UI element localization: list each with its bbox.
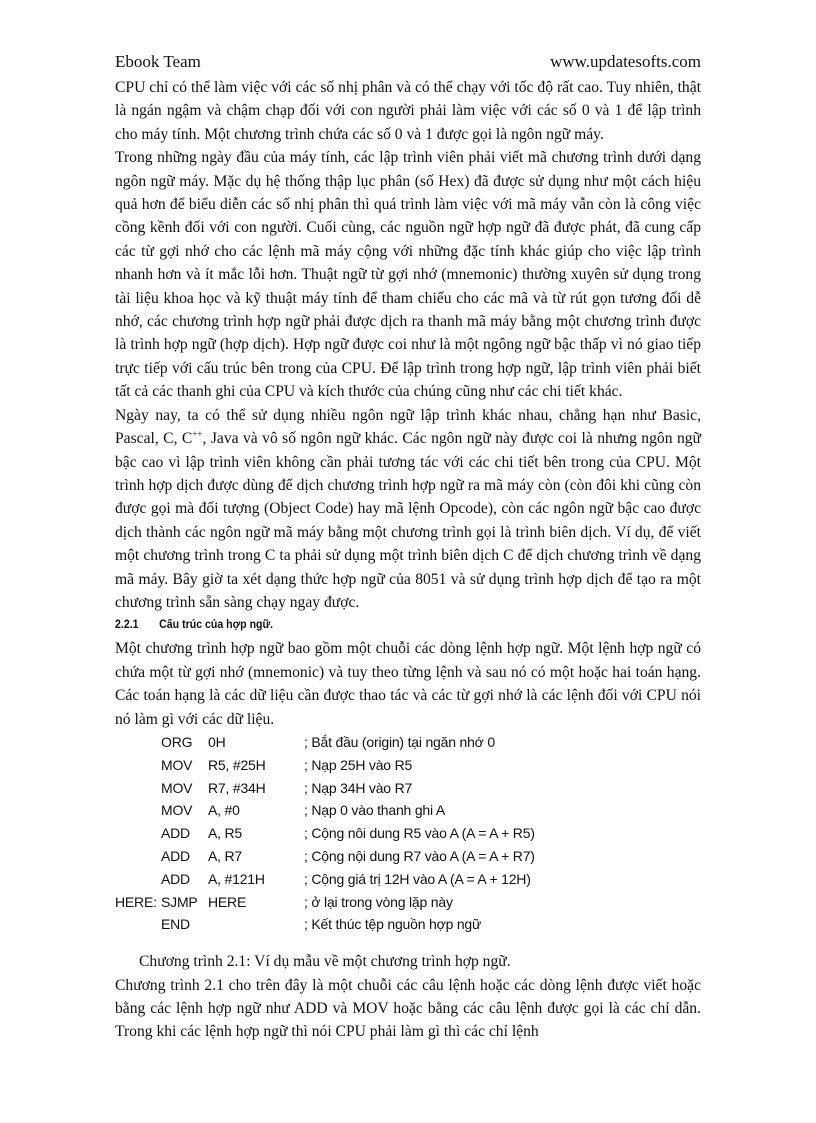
- code-operand: R7, #34H: [208, 779, 266, 796]
- code-comment: ; Cộng giá trị 12H vào A (A = A + 12H): [304, 870, 531, 887]
- code-opcode: ORG: [161, 733, 193, 750]
- code-comment: ; Kết thúc tệp nguồn hợp ngữ: [304, 916, 482, 933]
- code-comment: ; Cộng nội dung R7 vào A (A = A + R7): [304, 847, 535, 864]
- code-label: HERE:: [115, 893, 157, 910]
- paragraph-3-text-a: Ngày nay, ta có thể sử dụng nhiều ngôn ngữ lập trình khác nhau, chẳng hạn như Basic, Pascal, C, C: [115, 406, 701, 448]
- code-label: [115, 845, 161, 868]
- header-right: www.updatesofts.com: [550, 52, 701, 71]
- code-opcode: ADD: [161, 870, 190, 887]
- code-label: [115, 868, 161, 891]
- code-comment: ; Nạp 34H vào R7: [304, 779, 413, 796]
- section-number: 2.2.1: [115, 619, 139, 632]
- code-operand: A, R7: [208, 847, 243, 864]
- code-listing: [115, 731, 701, 936]
- page-header: [115, 52, 701, 76]
- code-line: [115, 822, 701, 845]
- section-title: Cấu trúc của hợp ngữ.: [159, 619, 274, 632]
- code-opcode: ADD: [161, 825, 190, 842]
- code-opcode: SJMP: [161, 893, 198, 910]
- code-opcode: MOV: [161, 779, 193, 796]
- code-opcode: ADD: [161, 847, 190, 864]
- code-comment: ; Cộng nôi dung R5 vào A (A = A + R5): [304, 825, 535, 842]
- code-comment: ; Bắt đầu (origin) tại ngăn nhớ 0: [304, 733, 495, 750]
- code-operand: A, R5: [208, 825, 243, 842]
- code-label: [115, 777, 161, 800]
- code-label: [115, 799, 161, 822]
- code-opcode: END: [161, 916, 190, 933]
- code-operand: [208, 913, 304, 936]
- paragraph-2: Trong những ngày đầu của máy tính, các lập trình viên phải viết mã chương trình dưới dạng ngôn ngữ máy. Mặc dụ hệ thống thập lục phân (số Hex) đã được sử dụng như một cách hiệu quả hơn để biểu diễn các số nhị phân thì quá trình làm việc với mã máy vẫn còn là công việc cồng kềnh đối với con người. Cuối cùng, các nguồn ngữ hợp ngữ đã được phát, đã cung cấp các từ gợi nhớ cho các lệnh mã máy cộng với những đặc tính khác giúp cho việc lập trình nhanh hơn và ít mắc lỗi hơn. Thuật ngữ từ gợi nhớ (mnemonic) thường xuyên sử dụng trong tài liệu khoa học và kỹ thuật máy tính để tham chiếu cho các mã và từ rút gọn tương đối dễ nhớ, các chương trình hợp ngữ phải được dịch ra thanh mã máy bằng một chương trình được là trình hợp ngữ (hợp dịch). Hợp ngữ được coi như là một ngông ngữ bậc thấp vì nó giao tiếp trực tiếp với cấu trúc bên trong của CPU. Để lập trình trong hợp ngữ, lập trình viên phải biết tất cả các thanh ghi của CPU và kích thước của chúng cũng như các chi tiết khác.: [115, 149, 701, 401]
- code-line: [115, 799, 701, 822]
- section-heading: [115, 614, 654, 637]
- code-line: [115, 777, 701, 800]
- code-label: [115, 731, 161, 754]
- header-left: Ebook Team: [115, 52, 201, 71]
- code-line: [115, 891, 701, 914]
- code-operand: R5, #25H: [208, 756, 266, 773]
- code-line: [115, 754, 701, 777]
- paragraph-3: [115, 404, 701, 615]
- code-opcode: MOV: [161, 802, 193, 819]
- code-comment: ; Nạp 25H vào R5: [304, 756, 413, 773]
- listing-caption: Chương trình 2.1: Ví dụ mẫu về một chương trình hợp ngữ.: [139, 953, 511, 971]
- code-line: [115, 913, 701, 936]
- code-comment: ; Nạp 0 vào thanh ghi A: [304, 802, 445, 819]
- paragraph-5: Chương trình 2.1 cho trên đây là một chuỗi các câu lệnh hoặc các dòng lệnh được viết hoặc bằng các lệnh hợp ngữ như ADD và MOV hoặc bằng các câu lệnh được gọi là các chỉ dẫn. Trong khi các lệnh hợp ngữ thì nói CPU phải làm gì thì các chỉ lệnh: [115, 976, 701, 1041]
- code-label: [115, 913, 161, 936]
- code-operand: HERE: [208, 893, 247, 910]
- document-page: [115, 52, 701, 1044]
- paragraph-4: Một chương trình hợp ngữ bao gồm một chuỗi các dòng lệnh hợp ngữ. Một lệnh hợp ngữ có chứa một từ gợi nhớ (mnemonic) và tuy theo từng lệnh và sau nó có một hoặc hai toán hạng. Các toán hạng là các dữ liệu cần được thao tác và các từ gợi nhớ là các lệnh đối với CPU nói nó làm gì với các dữ liệu.: [115, 640, 701, 728]
- code-label: [115, 822, 161, 845]
- paragraph-3-text-b: , Java và vô số ngôn ngữ khác. Các ngôn ngữ này được coi là nhưng ngôn ngữ bậc cao vì lập trình viên không cần phải tương tác với các chi tiết bên trong của CPU. Một trình hợp dịch được dùng để dịch chương trình hợp ngữ ra mã máy còn (còn đôi khi cũng còn được gọi mà đối tượng (Object Code) hay mã lệnh Opcode), còn các ngôn ngữ bậc cao được dịch thành các ngôn ngữ mã máy bằng một chương trình gọi là trình biên dịch. Ví dụ, để viết một chương trình trong C ta phải sử dụng một trình biên dịch C để dịch chương trình về dạng mã máy. Bây giờ ta xét dạng thức hợp ngữ của 8051 và sử dụng trình hợp dịch để tạo ra một chương trình sẵn sàng chạy ngay được.: [115, 430, 701, 611]
- code-line: [115, 731, 701, 754]
- code-opcode: MOV: [161, 756, 193, 773]
- superscript: ++: [192, 428, 203, 439]
- code-operand: A, #121H: [208, 870, 265, 887]
- code-operand: A, #0: [208, 802, 240, 819]
- code-comment: ; ở lại trong vòng lặp này: [304, 893, 453, 910]
- code-line: [115, 868, 701, 891]
- code-label: [115, 754, 161, 777]
- code-line: [115, 845, 701, 868]
- code-operand: 0H: [208, 733, 226, 750]
- paragraph-1: CPU chỉ có thể làm việc với các số nhị phân và có thể chạy với tốc độ rất cao. Tuy nhiên, thật là ngán ngậm và chậm chạp đối với con người phải làm việc với các số 0 và 1 để lập trình cho máy tính. Một chương trình chứa các số 0 và 1 được gọi là ngôn ngữ máy.: [115, 79, 701, 143]
